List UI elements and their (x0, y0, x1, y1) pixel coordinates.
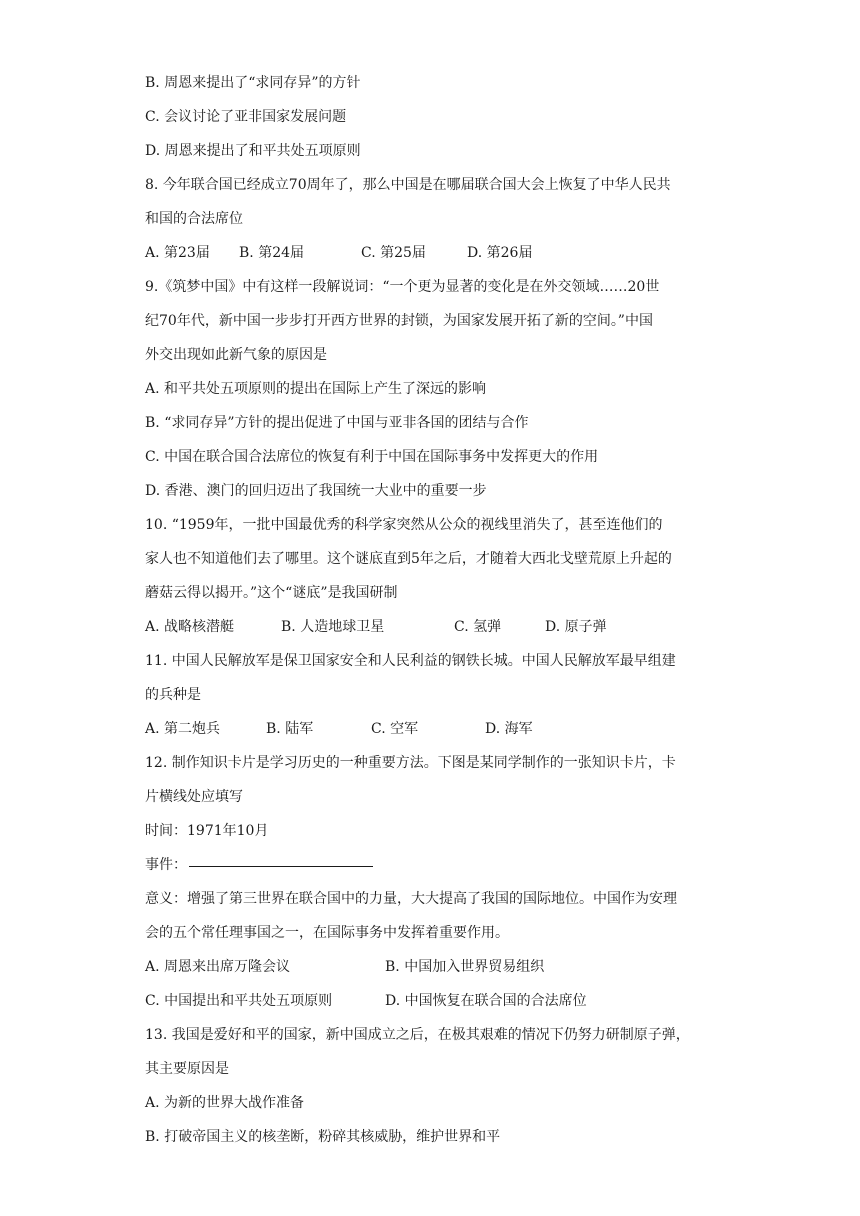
q12-stem-line-1: 12. 制作知识卡片是学习历史的一种重要方法。下图是某同学制作的一张知识卡片，卡 (145, 755, 676, 771)
q10-stem-line-2: 家人也不知道他们去了哪里。这个谜底直到5年之后，才随着大西北戈壁荒原上升起的 (145, 551, 672, 567)
document-page (145, 66, 725, 1154)
q12-option-c: C. 中国提出和平共处五项原则 (145, 993, 333, 1009)
q13-stem-line-1: 13. 我国是爱好和平的国家，新中国成立之后，在极其艰难的情况下仍努力研制原子弹， (145, 1027, 690, 1043)
q11-option-d: D. 海军 (485, 721, 533, 737)
q7-option-d: D. 周恩来提出了和平共处五项原则 (145, 143, 361, 159)
q9-option-d: D. 香港、澳门的回归迈出了我国统一大业中的重要一步 (145, 483, 487, 499)
q13-option-a: A. 为新的世界大战作准备 (145, 1095, 305, 1111)
q8-stem-line-1: 8. 今年联合国已经成立70周年了，那么中国是在哪届联合国大会上恢复了中华人民共 (145, 177, 671, 193)
q11-option-c: C. 空军 (371, 721, 419, 737)
q10-options (145, 610, 725, 644)
card-significance-line-2: 会的五个常任理事国之一，在国际事务中发挥着重要作用。 (145, 925, 509, 941)
q8-options (145, 236, 725, 270)
q12-stem-line-2: 片横线处应填写 (145, 789, 243, 805)
q9-stem-line-1: 9.《筑梦中国》中有这样一段解说词：“一个更为显著的变化是在外交领域……20世 (145, 279, 660, 295)
q12-option-a: A. 周恩来出席万隆会议 (145, 959, 291, 975)
q7-option-b: B. 周恩来提出了“求同存异”的方针 (145, 75, 361, 91)
q10-stem-line-3: 蘑菇云得以揭开。”这个“谜底”是我国研制 (145, 585, 398, 601)
q11-stem-line-2: 的兵种是 (145, 687, 201, 703)
q12-option-d: D. 中国恢复在联合国的合法席位 (385, 993, 587, 1009)
q13-stem-line-2: 其主要原因是 (145, 1061, 229, 1077)
q10-stem-line-1: 10. “1959年，一批中国最优秀的科学家突然从公众的视线里消失了，甚至连他们的 (145, 517, 663, 533)
q13-option-b: B. 打破帝国主义的核垄断，粉碎其核威胁，维护世界和平 (145, 1129, 501, 1145)
q11-option-a: A. 第二炮兵 (145, 721, 221, 737)
q10-option-a: A. 战略核潜艇 (145, 619, 235, 635)
q12-options-row-1 (145, 950, 725, 984)
q10-option-b: B. 人造地球卫星 (281, 619, 385, 635)
q9-stem-line-3: 外交出现如此新气象的原因是 (145, 347, 327, 363)
q11-option-b: B. 陆军 (266, 721, 314, 737)
q11-stem-line-1: 11. 中国人民解放军是保卫国家安全和人民利益的钢铁长城。中国人民解放军最早组建 (145, 653, 676, 669)
card-significance-line-1: 意义：增强了第三世界在联合国中的力量，大大提高了我国的国际地位。中国作为安理 (145, 891, 677, 907)
q12-options-row-2 (145, 984, 725, 1018)
q10-option-c: C. 氢弹 (454, 619, 502, 635)
card-event-blank (189, 848, 373, 867)
card-event-label: 事件： (145, 857, 187, 873)
q10-option-d: D. 原子弹 (545, 619, 607, 635)
card-event (145, 848, 725, 882)
q8-option-d: D. 第26届 (467, 245, 533, 261)
q9-option-c: C. 中国在联合国合法席位的恢复有利于中国在国际事务中发挥更大的作用 (145, 449, 599, 465)
q8-option-c: C. 第25届 (361, 245, 426, 261)
q8-option-b: B. 第24届 (239, 245, 305, 261)
q9-option-a: A. 和平共处五项原则的提出在国际上产生了深远的影响 (145, 381, 487, 397)
q12-option-b: B. 中国加入世界贸易组织 (385, 959, 545, 975)
q9-stem-line-2: 纪70年代，新中国一步步打开西方世界的封锁，为国家发展开拓了新的空间。”中国 (145, 313, 653, 329)
q8-stem-line-2: 和国的合法席位 (145, 211, 243, 227)
q8-option-a: A. 第23届 (145, 245, 210, 261)
q9-option-b: B. “求同存异”方针的提出促进了中国与亚非各国的团结与合作 (145, 415, 529, 431)
q7-option-c: C. 会议讨论了亚非国家发展问题 (145, 109, 347, 125)
q11-options (145, 712, 725, 746)
card-time: 时间：1971年10月 (145, 823, 269, 839)
